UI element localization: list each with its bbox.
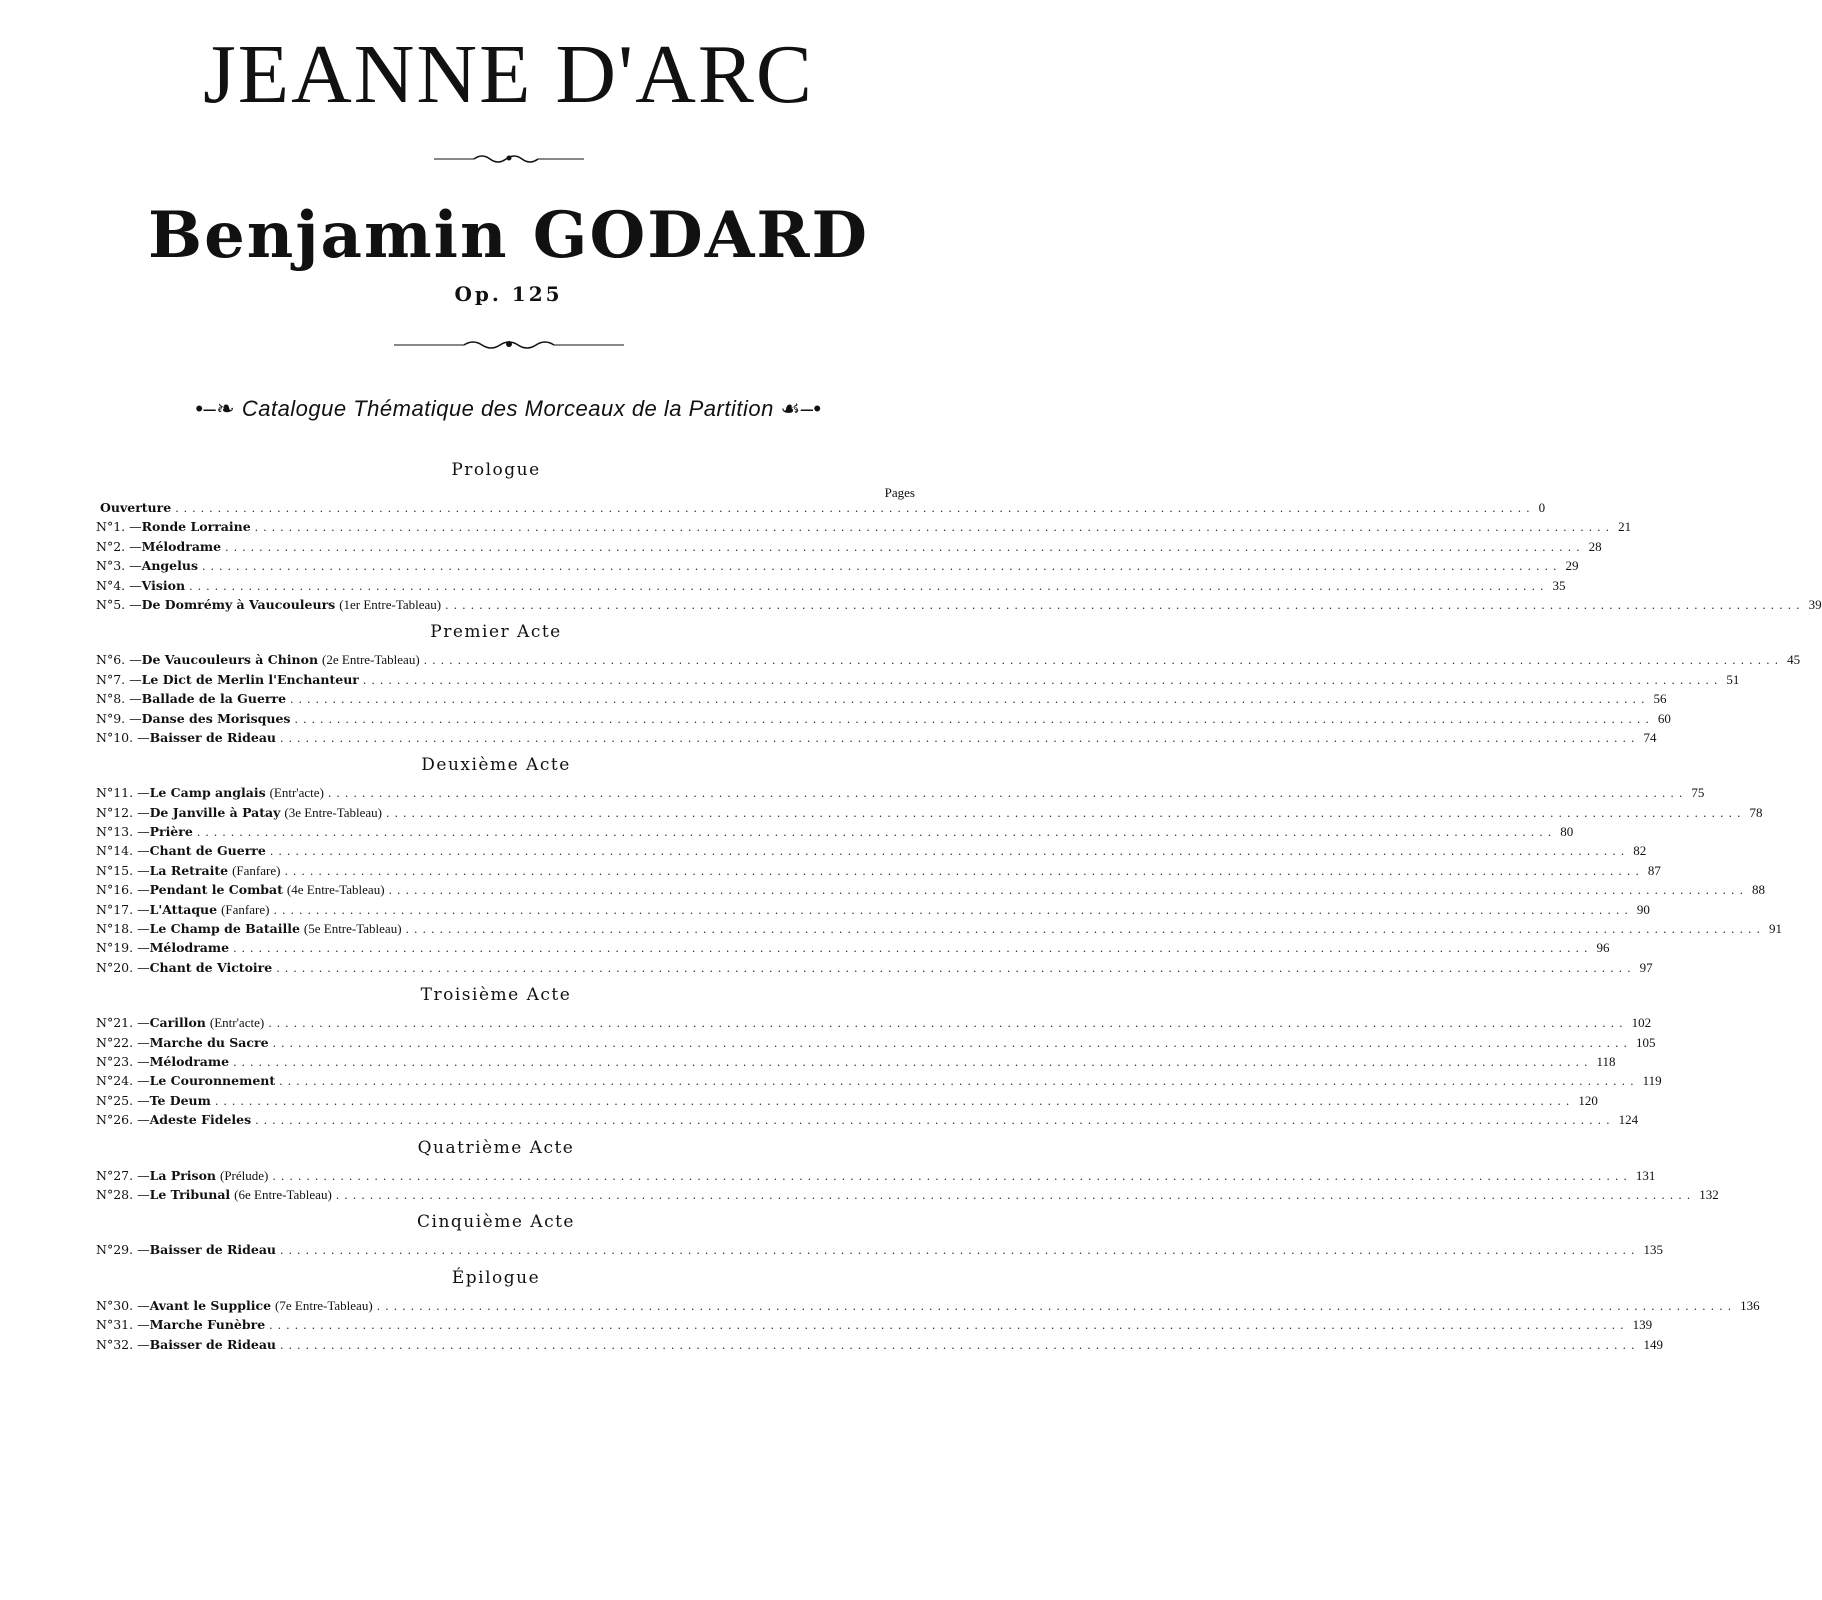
- entry-subtitle: (3e Entre-Tableau): [284, 804, 382, 820]
- entry-page-number: 131: [1635, 1167, 1656, 1183]
- entry-page-number: 90: [1636, 901, 1650, 917]
- dot-leader: ................................................................................................................................................................: [280, 731, 1640, 745]
- entry-label: [150, 861, 281, 880]
- entry-dash: —: [137, 862, 150, 878]
- entry-dash: —: [137, 785, 150, 801]
- entry-dash: —: [137, 1112, 150, 1128]
- catalogue-entry: [96, 1166, 1656, 1185]
- entry-dash: —: [129, 538, 142, 554]
- entry-label: [142, 650, 420, 669]
- entry-prefix: N°: [96, 691, 114, 707]
- entry-subtitle: (Fanfare): [221, 901, 270, 917]
- entry-name: L'Attaque: [149, 901, 218, 917]
- entry-name: Marche Funèbre: [149, 1317, 266, 1333]
- entry-label: [150, 938, 229, 957]
- entry-label: [150, 1013, 265, 1032]
- entry-page-number: 149: [1643, 1336, 1663, 1352]
- ornament-divider-middle: [0, 336, 1017, 355]
- entry-page-number: 91: [1768, 921, 1782, 937]
- catalogue-entry: [96, 1335, 1663, 1354]
- entry-page-number: 0: [1538, 500, 1546, 515]
- dot-leader: ................................................................................................................................................................: [276, 961, 1636, 975]
- catalogue-entry: [96, 1033, 1656, 1052]
- entry-dash: —: [137, 1073, 150, 1089]
- entry-page-number: 124: [1618, 1112, 1639, 1128]
- entry-page-number: 78: [1749, 804, 1763, 820]
- entry-page-number: 82: [1633, 843, 1647, 859]
- entry-number: 8.: [113, 691, 126, 707]
- entry-number: 11.: [113, 785, 134, 801]
- entry-label: [150, 783, 324, 802]
- entry-label: [150, 958, 273, 977]
- dot-leader: ................................................................................................................................................................: [280, 1338, 1640, 1352]
- entry-number: 21.: [113, 1015, 134, 1031]
- entry-name: Prière: [149, 824, 193, 840]
- entry-label: [150, 841, 266, 860]
- entry-prefix: N°: [96, 940, 114, 956]
- catalogue-entry: [96, 1296, 1760, 1315]
- entry-dash: —: [137, 1015, 150, 1031]
- catalogue-entry: [96, 919, 1782, 938]
- entry-page-number: 87: [1647, 862, 1661, 878]
- catalogue-entry: [96, 1110, 1639, 1129]
- entry-dash: —: [129, 596, 142, 612]
- entry-prefix: N°: [96, 596, 114, 612]
- entry-prefix: N°: [96, 519, 114, 535]
- entry-prefix: N°: [96, 1112, 114, 1128]
- entry-name: Avant le Supplice: [149, 1297, 272, 1313]
- entry-number: 27.: [113, 1167, 134, 1183]
- entry-prefix: N°: [96, 671, 114, 687]
- entry-label: [142, 689, 286, 708]
- entry-page-number: 39: [1808, 596, 1822, 612]
- dot-leader: ................................................................................................................................................................: [269, 1319, 1629, 1333]
- catalogue-entry: [96, 880, 1765, 899]
- section-title: Troisième Acte: [420, 985, 572, 1006]
- dot-leader: ................................................................................................................................................................: [189, 579, 1549, 593]
- entry-page-number: 97: [1639, 959, 1653, 975]
- entry-page-number: 135: [1643, 1242, 1663, 1258]
- entry-label: [142, 537, 221, 556]
- ornament-icon: [394, 337, 624, 351]
- entry-name: Ouverture: [100, 500, 172, 515]
- entry-name: Chant de Guerre: [149, 843, 266, 859]
- entry-dash: —: [137, 843, 150, 859]
- catalogue-entry: [96, 1185, 1719, 1204]
- entry-page-number: 119: [1642, 1073, 1662, 1089]
- entry-subtitle: (6e Entre-Tableau): [234, 1186, 332, 1202]
- entry-dash: —: [137, 1034, 150, 1050]
- pages-column-label: Pages: [884, 485, 915, 500]
- entry-name: Le Dict de Merlin l'Enchanteur: [141, 671, 359, 687]
- entry-prefix: N°: [96, 804, 114, 820]
- entry-number: 6.: [113, 652, 126, 668]
- entry-prefix: N°: [96, 577, 114, 593]
- dot-leader: ................................................................................................................................................................: [280, 1244, 1640, 1258]
- entry-name: Le Tribunal: [149, 1186, 231, 1202]
- entry-prefix: N°: [96, 882, 114, 898]
- entry-label: [150, 1091, 211, 1110]
- entry-page-number: 28: [1588, 538, 1602, 554]
- entry-name: Ballade de la Guerre: [141, 691, 287, 707]
- catalogue-entry: [96, 595, 1822, 614]
- dot-leader: ................................................................................................................................................................: [233, 942, 1593, 956]
- section-title: Cinquième Acte: [417, 1212, 575, 1233]
- entry-number: 16.: [113, 882, 134, 898]
- catalogue-entry: [96, 709, 1671, 728]
- entry-page-number: 60: [1657, 710, 1671, 726]
- entry-label: [150, 1240, 276, 1259]
- entry-name: Pendant le Combat: [149, 882, 283, 898]
- catalogue-entry: [96, 861, 1661, 880]
- entry-number: 32.: [113, 1336, 134, 1352]
- catalogue-entry: [96, 1052, 1616, 1071]
- dot-leader: ................................................................................................................................................................: [327, 787, 1688, 801]
- flourish-right-icon: ☙–•: [780, 396, 822, 421]
- entry-label: [150, 900, 270, 919]
- entry-prefix: N°: [96, 538, 114, 554]
- entry-subtitle: (1er Entre-Tableau): [339, 596, 442, 612]
- entry-prefix: N°: [96, 1092, 114, 1108]
- entry-label: [150, 1110, 252, 1129]
- entry-number: 19.: [113, 940, 134, 956]
- entry-label: [150, 822, 193, 841]
- entry-name: De Vaucouleurs à Chinon: [141, 652, 319, 668]
- entry-name: Le Couronnement: [149, 1073, 276, 1089]
- entry-label: [150, 728, 276, 747]
- entry-prefix: N°: [96, 862, 114, 878]
- entry-label: [150, 1315, 266, 1334]
- entry-name: Le Camp anglais: [149, 785, 266, 801]
- entry-label: [142, 595, 442, 614]
- dot-leader: ................................................................................................................................................................: [268, 1017, 1628, 1031]
- dot-leader: ................................................................................................................................................................: [214, 1094, 1575, 1108]
- catalogue-entry: [96, 1071, 1662, 1090]
- entry-subtitle: (Prélude): [220, 1167, 269, 1183]
- catalogue-title: Catalogue Thématique des Morceaux de la Partition: [241, 396, 774, 421]
- entry-prefix: N°: [96, 558, 114, 574]
- entry-page-number: 88: [1751, 882, 1765, 898]
- entry-name: La Prison: [149, 1167, 217, 1183]
- entry-label: [142, 517, 251, 536]
- entry-label: [150, 1296, 373, 1315]
- entry-dash: —: [129, 671, 142, 687]
- dot-leader: ................................................................................................................................................................: [405, 923, 1765, 937]
- catalogue-entry: [96, 728, 1657, 747]
- entry-number: 17.: [113, 901, 134, 917]
- entry-page-number: 136: [1740, 1297, 1760, 1313]
- catalogue-entry: [96, 689, 1667, 708]
- entry-dash: —: [129, 652, 142, 668]
- entry-dash: —: [137, 882, 150, 898]
- dot-leader: ................................................................................................................................................................: [233, 1055, 1593, 1069]
- entry-number: 2.: [113, 538, 126, 554]
- entry-number: 13.: [113, 824, 134, 840]
- entry-number: 24.: [113, 1073, 134, 1089]
- entry-prefix: N°: [96, 843, 114, 859]
- entry-number: 15.: [113, 862, 134, 878]
- entry-prefix: N°: [96, 1186, 114, 1202]
- entry-name: Danse des Morisques: [141, 710, 291, 726]
- entry-number: 26.: [113, 1112, 134, 1128]
- entry-prefix: N°: [96, 710, 114, 726]
- entry-dash: —: [137, 1297, 150, 1313]
- entry-number: 29.: [113, 1242, 134, 1258]
- entry-prefix: N°: [96, 824, 114, 840]
- entry-page-number: 74: [1643, 729, 1657, 745]
- entry-number: 23.: [113, 1053, 134, 1069]
- entry-dash: —: [137, 959, 150, 975]
- opus-number: Op. 125: [454, 282, 563, 306]
- dot-leader: ................................................................................................................................................................: [279, 1075, 1639, 1089]
- entry-dash: —: [137, 901, 150, 917]
- entry-dash: —: [137, 824, 150, 840]
- entry-label: [150, 803, 382, 822]
- dot-leader: ................................................................................................................................................................: [255, 1114, 1615, 1128]
- dot-leader: ................................................................................................................................................................: [196, 826, 1557, 840]
- ornament-divider-top: [0, 150, 1017, 169]
- dot-leader: ................................................................................................................................................................: [335, 1188, 1696, 1202]
- catalogue-entry: [96, 537, 1602, 556]
- entry-dash: —: [137, 729, 150, 745]
- entry-name: Te Deum: [149, 1092, 211, 1108]
- entry-page-number: 102: [1631, 1015, 1652, 1031]
- entry-label: [150, 1033, 269, 1052]
- entry-page-number: 96: [1596, 940, 1610, 956]
- dot-leader: ................................................................................................................................................................: [272, 1036, 1633, 1050]
- entry-prefix: N°: [96, 1073, 114, 1089]
- dot-leader: ................................................................................................................................................................: [362, 673, 1723, 687]
- entry-number: 28.: [113, 1186, 134, 1202]
- entry-page-number: 105: [1636, 1034, 1656, 1050]
- section-title: Quatrième Acte: [417, 1137, 575, 1158]
- entry-prefix: N°: [96, 1034, 114, 1050]
- flourish-left-icon: •–❧: [195, 396, 242, 421]
- catalogue-entry: [96, 900, 1650, 919]
- entry-dash: —: [137, 1336, 150, 1352]
- entry-page-number: 45: [1787, 652, 1801, 668]
- entry-prefix: N°: [96, 652, 114, 668]
- entry-name: Adeste Fideles: [149, 1112, 252, 1128]
- entry-label: [150, 1052, 229, 1071]
- catalogue-entry: [96, 1315, 1653, 1334]
- catalogue-entry: [96, 556, 1579, 575]
- entry-page-number: 21: [1618, 519, 1632, 535]
- entry-name: Mélodrame: [149, 940, 230, 956]
- section-title: Épilogue: [451, 1267, 541, 1288]
- dot-leader: ................................................................................................................................................................: [175, 502, 1535, 515]
- catalogue-entry: [96, 650, 1801, 669]
- dot-leader: ................................................................................................................................................................: [445, 598, 1805, 612]
- dot-leader: ................................................................................................................................................................: [284, 864, 1644, 878]
- dot-leader: ................................................................................................................................................................: [273, 903, 1633, 917]
- entry-name: Marche du Sacre: [149, 1034, 269, 1050]
- entry-number: 18.: [113, 921, 134, 937]
- dot-leader: ................................................................................................................................................................: [225, 540, 1585, 554]
- catalogue-entry: [96, 1091, 1598, 1110]
- entry-number: 31.: [113, 1317, 134, 1333]
- entry-prefix: N°: [96, 1053, 114, 1069]
- dot-leader: ................................................................................................................................................................: [272, 1169, 1632, 1183]
- entry-name: La Retraite: [149, 862, 229, 878]
- entry-name: Baisser de Rideau: [149, 729, 277, 745]
- entry-dash: —: [129, 577, 142, 593]
- entry-number: 3.: [113, 558, 126, 574]
- entry-label: [150, 1166, 269, 1185]
- dot-leader: ................................................................................................................................................................: [201, 560, 1562, 574]
- entry-page-number: 56: [1653, 691, 1667, 707]
- entry-subtitle: (2e Entre-Tableau): [322, 652, 420, 668]
- entry-dash: —: [137, 804, 150, 820]
- entry-page-number: 80: [1560, 824, 1574, 840]
- ornament-icon: [434, 151, 584, 165]
- entry-page-number: 139: [1632, 1317, 1653, 1333]
- entry-dash: —: [137, 940, 150, 956]
- entry-dash: —: [137, 1053, 150, 1069]
- entry-name: Chant de Victoire: [149, 959, 273, 975]
- entry-page-number: 29: [1565, 558, 1579, 574]
- catalogue-entry: [96, 576, 1566, 595]
- entry-prefix: N°: [96, 1297, 114, 1313]
- entry-number: 9.: [113, 710, 126, 726]
- entry-label: [150, 1335, 276, 1354]
- catalogue-entry: [96, 517, 1632, 536]
- dot-leader: ................................................................................................................................................................: [294, 712, 1654, 726]
- entry-label: [100, 498, 171, 517]
- entry-dash: —: [129, 558, 142, 574]
- entry-name: Mélodrame: [141, 538, 222, 554]
- entry-number: 12.: [113, 804, 134, 820]
- entry-subtitle: (Entr'acte): [269, 785, 324, 801]
- entry-dash: —: [129, 710, 142, 726]
- entry-label: [142, 709, 291, 728]
- entry-dash: —: [129, 691, 142, 707]
- entry-label: [142, 556, 198, 575]
- entry-number: 5.: [113, 596, 126, 612]
- entry-number: 20.: [113, 959, 134, 975]
- catalogue-heading: [0, 396, 1017, 422]
- entry-name: Carillon: [149, 1015, 206, 1031]
- entry-label: [150, 1185, 332, 1204]
- entry-label: [150, 880, 385, 899]
- composer-name: Benjamin GODARD: [147, 198, 870, 273]
- entry-page-number: 120: [1578, 1092, 1598, 1108]
- entry-label: [150, 1071, 276, 1090]
- entry-name: De Domrémy à Vaucouleurs: [141, 596, 336, 612]
- section-title: Premier Acte: [430, 622, 562, 643]
- catalogue-entry: [96, 803, 1763, 822]
- entry-name: Le Champ de Bataille: [149, 921, 300, 937]
- entry-subtitle: (5e Entre-Tableau): [303, 921, 402, 937]
- catalogue-entry: [96, 670, 1740, 689]
- catalogue-entry: [96, 498, 1546, 517]
- entry-name: Ronde Lorraine: [141, 519, 251, 535]
- section-title: Deuxième Acte: [421, 755, 571, 776]
- entry-name: Baisser de Rideau: [149, 1336, 277, 1352]
- entry-number: 22.: [113, 1034, 134, 1050]
- dot-leader: ................................................................................................................................................................: [290, 693, 1650, 707]
- entry-prefix: N°: [96, 1167, 114, 1183]
- entry-number: 25.: [113, 1092, 134, 1108]
- entry-prefix: N°: [96, 729, 114, 745]
- entry-dash: —: [137, 1242, 150, 1258]
- entry-prefix: N°: [96, 921, 114, 937]
- entry-name: De Janville à Patay: [149, 804, 281, 820]
- dot-leader: ................................................................................................................................................................: [254, 521, 1615, 535]
- entry-prefix: N°: [96, 1317, 114, 1333]
- entry-number: 14.: [113, 843, 134, 859]
- entry-number: 10.: [113, 729, 134, 745]
- entry-number: 30.: [113, 1297, 134, 1313]
- work-title: JEANNE D'ARC: [203, 28, 814, 121]
- entry-name: Angelus: [141, 558, 198, 574]
- entry-name: Vision: [141, 577, 186, 593]
- entry-label: [150, 919, 402, 938]
- entry-prefix: N°: [96, 959, 114, 975]
- dot-leader: ................................................................................................................................................................: [423, 654, 1784, 668]
- entry-dash: —: [137, 1167, 150, 1183]
- entry-number: 1.: [113, 519, 126, 535]
- catalogue-entry: [96, 841, 1647, 860]
- entry-page-number: 35: [1552, 577, 1566, 593]
- entry-prefix: N°: [96, 901, 114, 917]
- section-spacer: [96, 486, 916, 498]
- entry-prefix: N°: [96, 1336, 114, 1352]
- entry-prefix: N°: [96, 1015, 114, 1031]
- catalogue-entry: [96, 1013, 1652, 1032]
- entry-page-number: 75: [1691, 785, 1705, 801]
- entry-name: Baisser de Rideau: [149, 1242, 277, 1258]
- entry-label: [142, 576, 185, 595]
- entry-subtitle: (Entr'acte): [209, 1015, 265, 1031]
- entry-page-number: 132: [1699, 1186, 1719, 1202]
- entry-subtitle: (7e Entre-Tableau): [275, 1297, 373, 1313]
- dot-leader: ................................................................................................................................................................: [386, 806, 1746, 820]
- entry-name: Mélodrame: [149, 1053, 230, 1069]
- catalogue-entry: [96, 938, 1610, 957]
- entry-subtitle: (4e Entre-Tableau): [286, 882, 385, 898]
- dot-leader: ................................................................................................................................................................: [388, 884, 1748, 898]
- entry-dash: —: [137, 1092, 150, 1108]
- entry-page-number: 51: [1726, 671, 1740, 687]
- entry-number: 7.: [113, 671, 126, 687]
- entry-dash: —: [137, 921, 150, 937]
- entry-dash: —: [129, 519, 142, 535]
- entry-label: [142, 670, 359, 689]
- catalogue-entry: [96, 958, 1653, 977]
- entry-prefix: N°: [96, 785, 114, 801]
- entry-dash: —: [137, 1186, 150, 1202]
- catalogue-entry: [96, 822, 1574, 841]
- entry-subtitle: (Fanfare): [232, 862, 281, 878]
- dot-leader: ................................................................................................................................................................: [269, 845, 1630, 859]
- catalogue-entry: [96, 1240, 1663, 1259]
- dot-leader: ................................................................................................................................................................: [376, 1299, 1737, 1313]
- entry-dash: —: [137, 1317, 150, 1333]
- section-title: Prologue: [451, 460, 541, 480]
- thematic-catalogue-list: [96, 460, 1822, 1354]
- entry-page-number: 118: [1596, 1053, 1616, 1069]
- entry-prefix: N°: [96, 1242, 114, 1258]
- catalogue-entry: [96, 783, 1705, 802]
- entry-number: 4.: [113, 577, 126, 593]
